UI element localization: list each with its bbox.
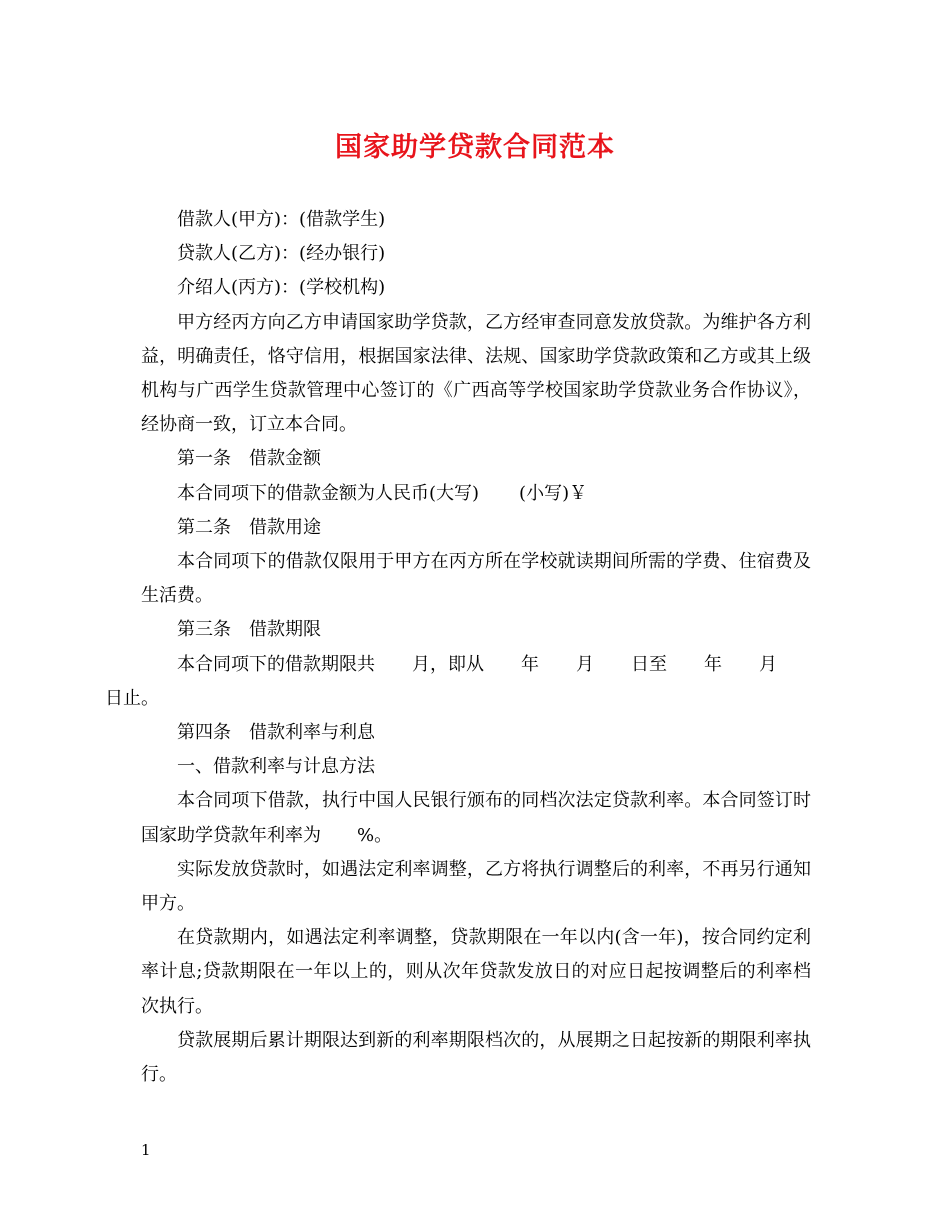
loan-term-end-day: 日止。 (105, 687, 159, 709)
paragraph-interest-rate (141, 784, 811, 852)
document-title: 国家助学贷款合同范本 (335, 132, 615, 163)
document-body (105, 203, 811, 1092)
page-number: 1 (141, 1141, 151, 1159)
interest-rate-text: 本合同项下借款，执行中国人民银行颁布的同档次法定贷款利率。本合同签订时国家助学贷款年利率为 (141, 790, 811, 846)
paragraph-loan-purpose: 本合同项下的借款仅限用于甲方在丙方所在学校就读期间所需的学费、住宿费及生活费。 (141, 551, 811, 607)
paragraph-extension: 贷款展期后累计期限达到新的利率期限档次的，从展期之日起按新的期限利率执行。 (141, 1029, 811, 1086)
paragraph-preamble: 甲方经丙方向乙方申请国家助学贷款，乙方经审查同意发放贷款。为维护各方利益，明确责任，恪守信用，根据国家法律、法规、国家助学贷款政策和乙方或其上级机构与广西学生贷款管理中心签订的《广西高等学校国家助学贷款业务合作协议》，经协商一致，订立本合同。 (141, 311, 811, 436)
loan-term-start-month: 月 (576, 653, 594, 675)
paragraph-lender: 贷款人(乙方)：(经办银行) (177, 243, 386, 265)
loan-term-text: 本合同项下的借款期限共 (177, 653, 375, 675)
loan-term-end-year: 年 (704, 653, 722, 675)
loan-term-start-year: 年 (521, 653, 539, 675)
loan-amount-text: 本合同项下的借款金额为人民币(大写) (177, 482, 480, 504)
article-2-heading: 第二条 借款用途 (177, 516, 321, 538)
loan-term-months: 月，即从 (412, 653, 484, 675)
paragraph-loan-amount (141, 477, 811, 511)
section-1-heading: 一、借款利率与计息方法 (177, 756, 375, 778)
paragraph-rate-during-term: 在贷款期内，如遇法定利率调整，贷款期限在一年以内(含一年)，按合同约定利率计息;贷款期限在一年以上的，则从次年贷款发放日的对应日起按调整后的利率档次执行。 (141, 927, 811, 1017)
paragraph-rate-adjustment: 实际发放贷款时，如遇法定利率调整，乙方将执行调整后的利率，不再另行通知甲方。 (141, 858, 811, 915)
paragraph-loan-term (105, 648, 811, 716)
loan-term-end-month: 月 (759, 653, 777, 675)
loan-term-start-day: 日至 (631, 653, 667, 675)
article-1-heading: 第一条 借款金额 (177, 448, 321, 470)
article-3-heading: 第三条 借款期限 (177, 619, 321, 641)
loan-amount-small-text: (小写)￥ (519, 482, 588, 504)
paragraph-introducer: 介绍人(丙方)：(学校机构) (177, 277, 386, 299)
interest-rate-percent: %。 (357, 824, 393, 846)
paragraph-borrower: 借款人(甲方)：(借款学生) (177, 209, 386, 230)
article-4-heading: 第四条 借款利率与利息 (177, 722, 375, 744)
